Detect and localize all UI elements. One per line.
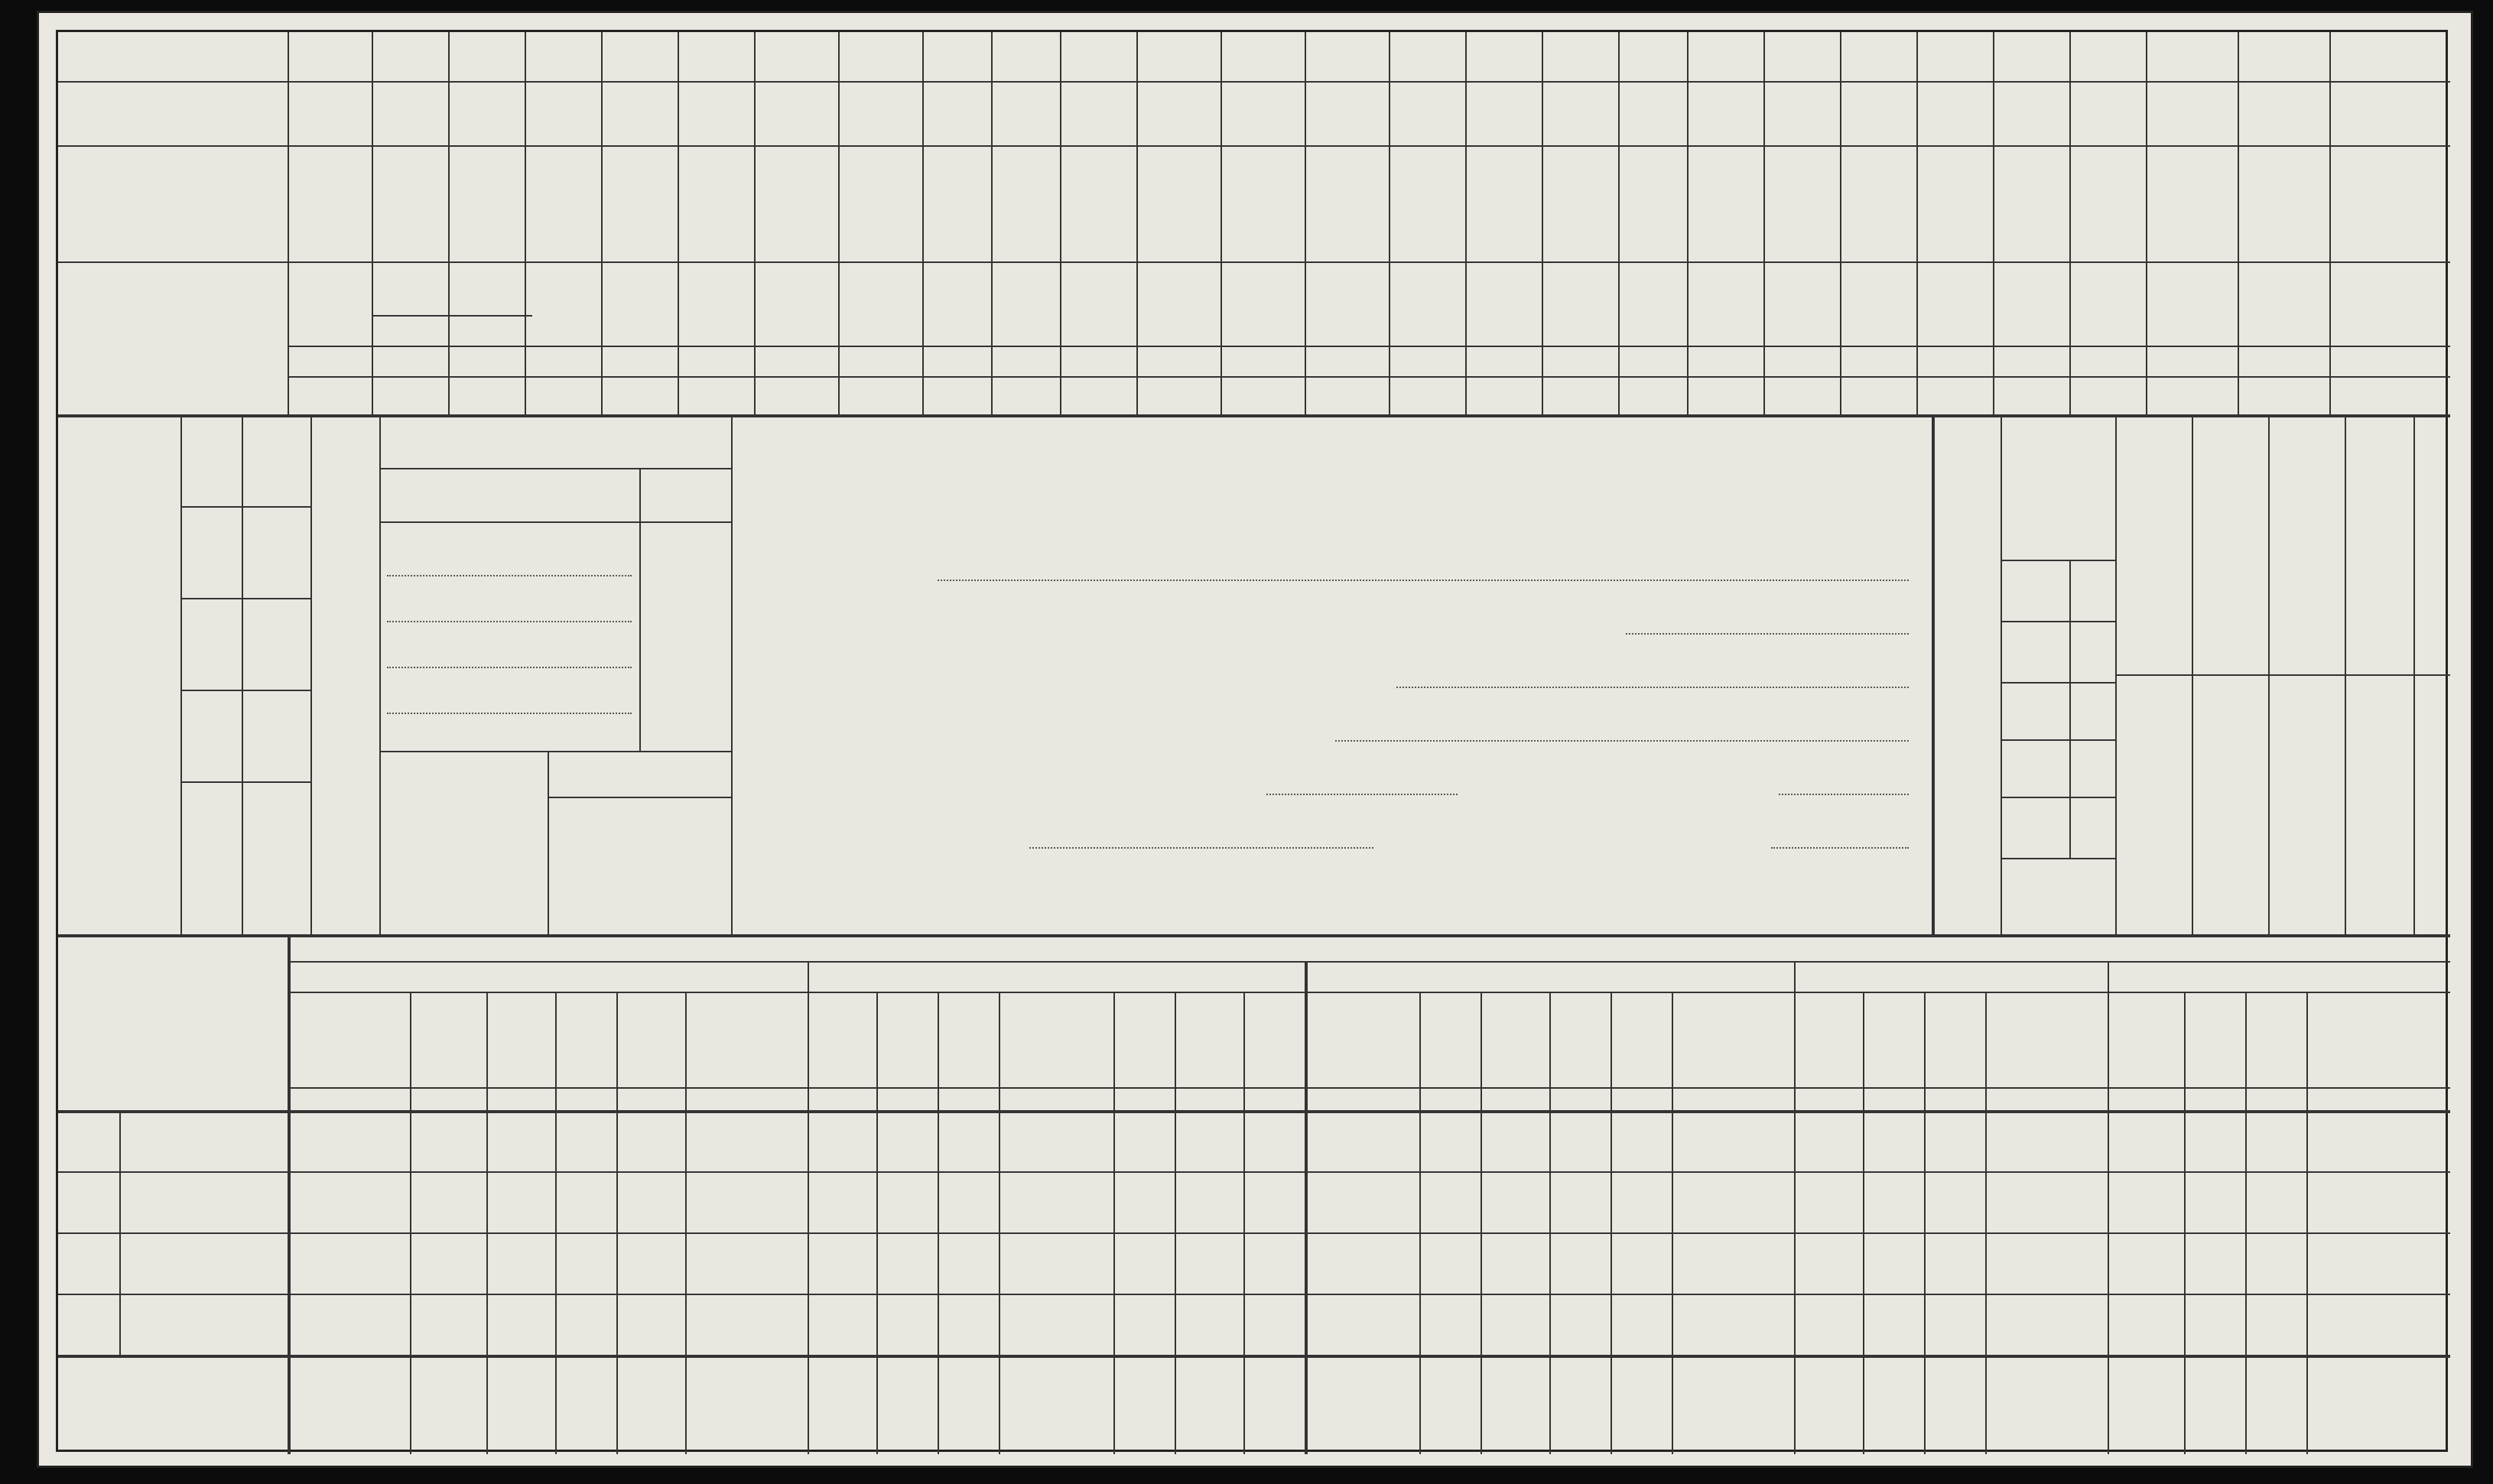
crop-header-16 [1468, 265, 1539, 342]
group-vne-nadelnyh [89, 1236, 118, 1351]
crop-header-6 [681, 265, 751, 342]
crop-header-20 [1767, 265, 1837, 323]
lease-col-115 [1177, 997, 1241, 1083]
crop-header-27 [2332, 265, 2447, 342]
crop-header-18 [1621, 265, 1684, 342]
crop-header-17 [1545, 265, 1615, 342]
lease-col-116 [1246, 997, 1302, 1083]
crop-header-9 [925, 265, 988, 342]
crop-header-26 [2241, 265, 2326, 342]
crop-header-5 [604, 265, 674, 342]
crop-header-23 [1996, 265, 2066, 342]
lease-col-119 [1483, 997, 1547, 1083]
crop-header-1 [291, 265, 369, 342]
rabochie-top [2127, 430, 2180, 552]
semi-sluzh-top [2351, 430, 2412, 552]
lease-col-110 [810, 997, 874, 1083]
itogo-bottom [2421, 804, 2444, 927]
lease-col-107 [557, 997, 614, 1083]
lease-col-123 [1796, 997, 1861, 1083]
women-working [2035, 625, 2066, 678]
lease-col-121 [1613, 997, 1669, 1083]
itogo-top [2421, 430, 2444, 552]
lease-col-106 [489, 997, 553, 1083]
lease-col-127 [2110, 997, 2182, 1083]
population-title [1936, 430, 1997, 927]
col-137 [2081, 690, 2104, 728]
semi-rabochih-bottom [2199, 804, 2261, 927]
crop-header-10 [994, 265, 1057, 342]
lease-col-108 [619, 997, 683, 1083]
group-nadelnyh [89, 1114, 118, 1229]
crop-header-19 [1690, 265, 1760, 323]
crop-header-7 [757, 265, 835, 342]
crop-header-21 [1843, 265, 1913, 323]
crop-header-24 [2072, 265, 2143, 342]
lease-col-112 [940, 997, 996, 1083]
lease-col-114 [1116, 997, 1172, 1083]
crop-header-12 [1139, 265, 1217, 342]
rabochie-bottom [2127, 804, 2180, 927]
col-138 [2081, 628, 2104, 667]
crop-header-14 [1308, 265, 1386, 342]
col-139 [2081, 567, 2104, 606]
crop-header-11 [1063, 265, 1133, 342]
crop-header-13 [1224, 265, 1302, 342]
col-136 [2081, 751, 2104, 789]
lease-col-118 [1422, 997, 1478, 1083]
lease-col-125 [1926, 997, 1983, 1083]
itogo-dush [2004, 563, 2066, 617]
census-card [37, 11, 2473, 1468]
men-vsego [2035, 804, 2058, 850]
crop-header-4 [528, 265, 598, 342]
lease-col-129 [2248, 997, 2304, 1083]
sluzhashchie-top [2280, 430, 2333, 552]
lease-col-111 [879, 997, 935, 1083]
women-vsego [2035, 686, 2058, 732]
crop-header-15 [1392, 265, 1462, 342]
crop-header-2 [375, 265, 445, 323]
crop-header-8 [841, 265, 919, 342]
crop-header-3 [451, 265, 522, 323]
lease-col-124 [1865, 997, 1922, 1083]
lease-col-105 [412, 997, 484, 1083]
men-working [2035, 743, 2066, 797]
men-label [2004, 743, 2027, 850]
women-label [2004, 625, 2027, 732]
lease-col-128 [2186, 997, 2243, 1083]
card-frame [56, 30, 2448, 1452]
semi-sluzh-bottom [2351, 804, 2412, 927]
crop-header-25 [2149, 265, 2235, 342]
sluzhashchie-bottom [2280, 804, 2333, 927]
crop-header-22 [1919, 265, 1990, 323]
semi-rabochih-top [2199, 430, 2261, 552]
col-135 [2081, 812, 2104, 850]
lease-col-120 [1552, 997, 1608, 1083]
